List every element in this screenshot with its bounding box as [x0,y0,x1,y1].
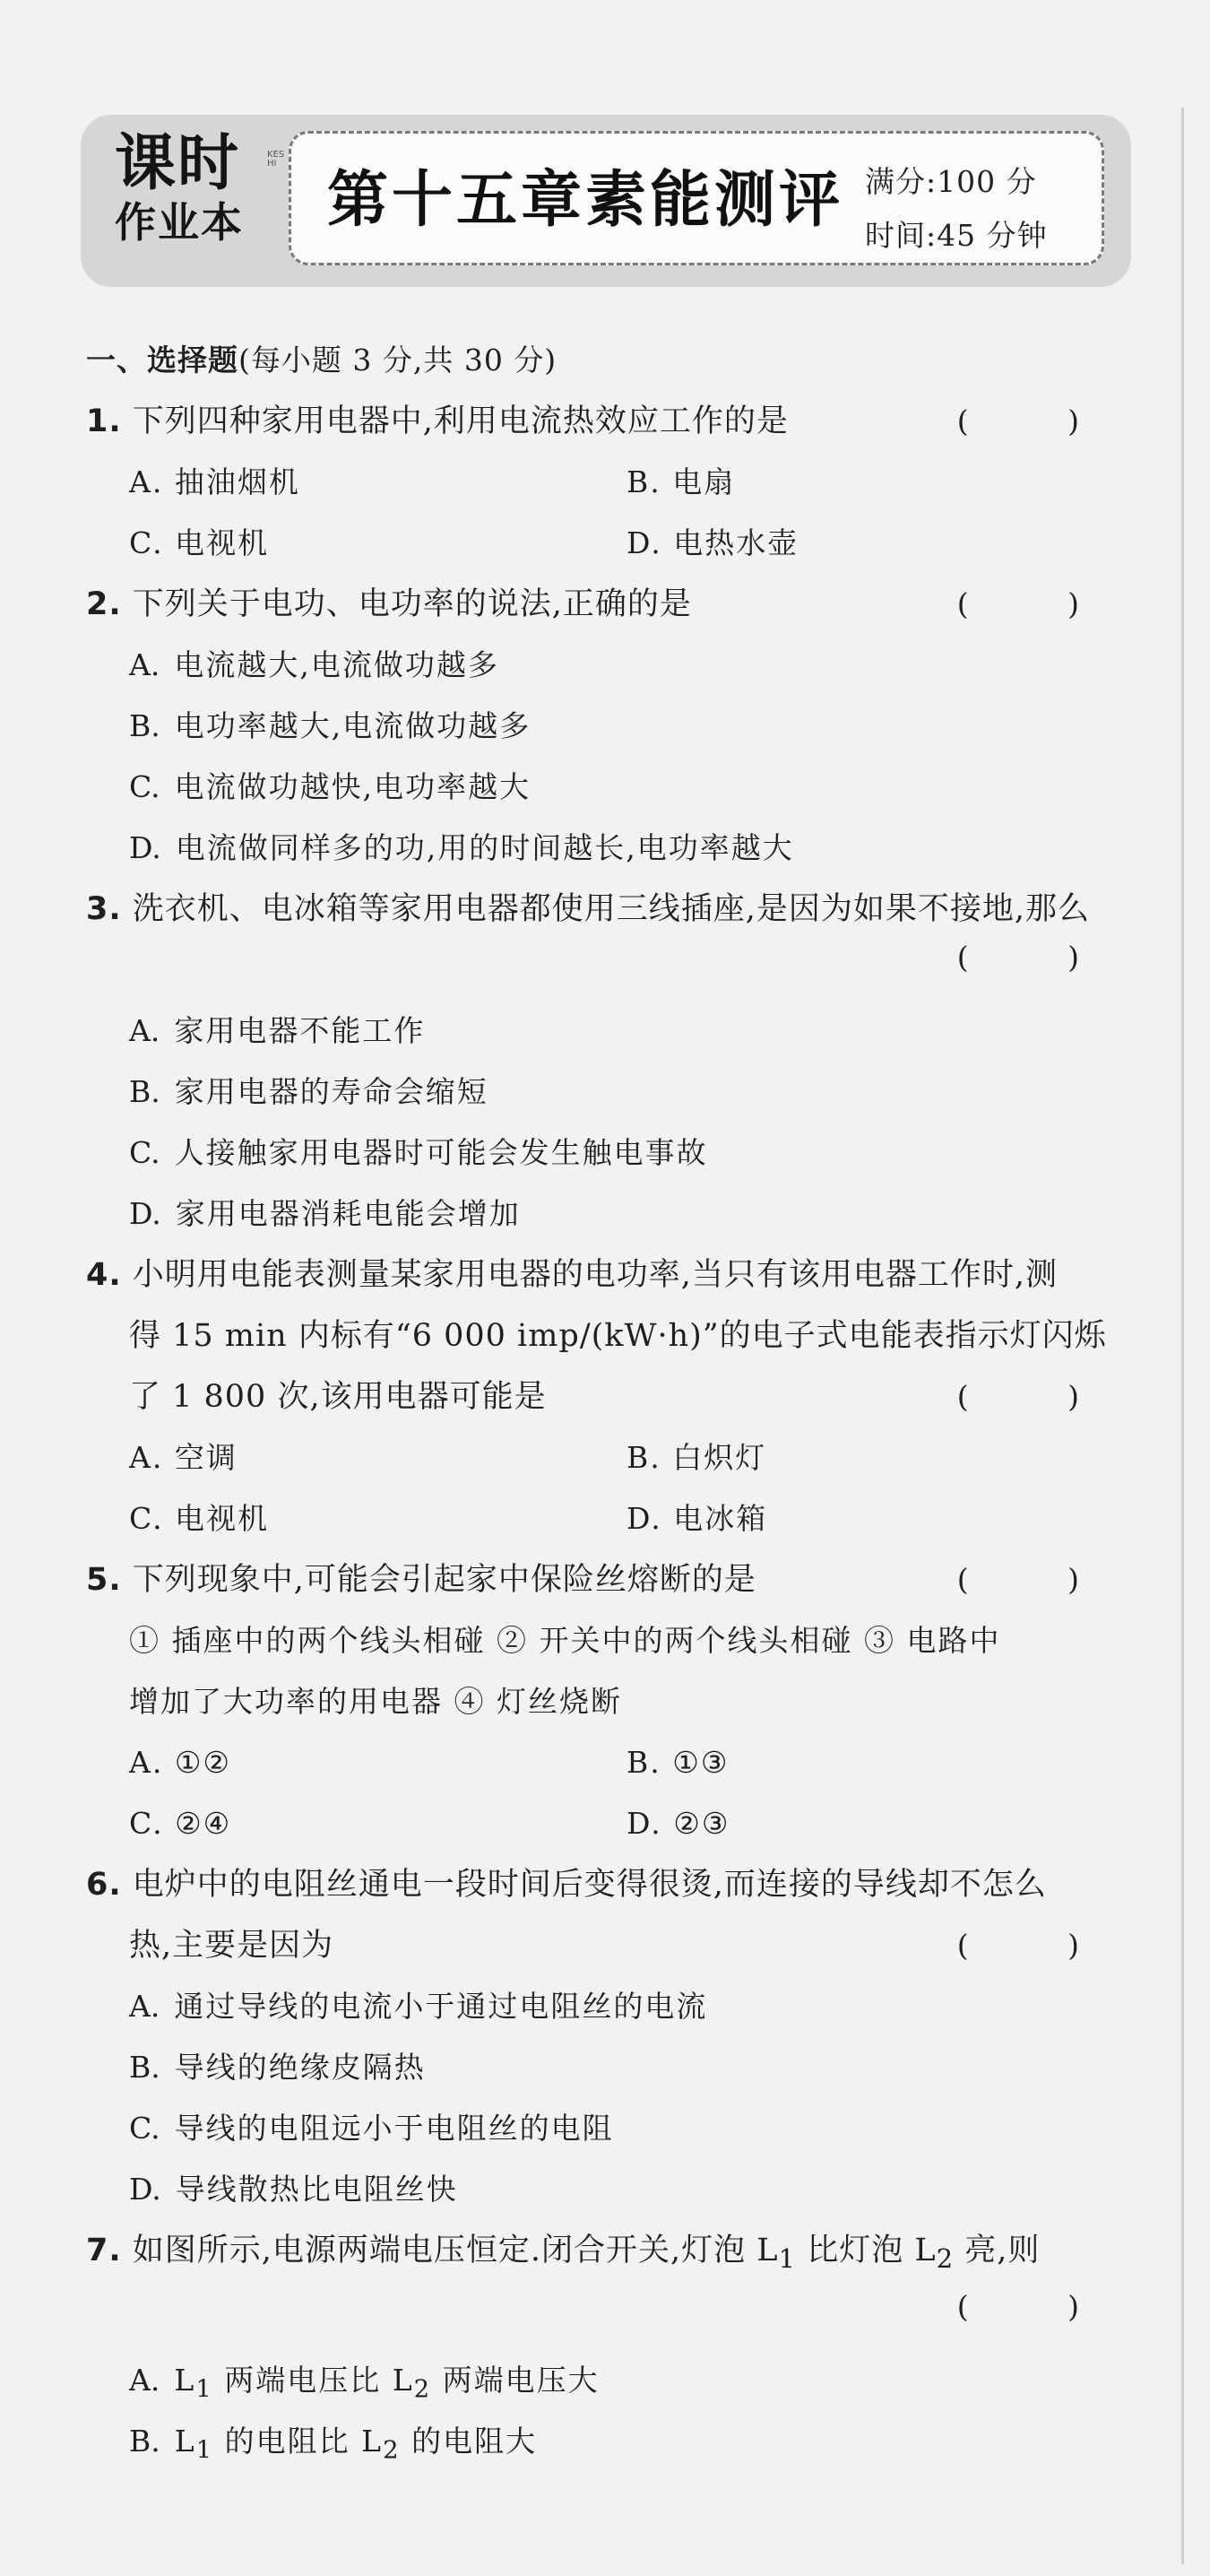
option-letter: C. [129,525,164,560]
answer-line [86,2289,1144,2350]
question-3 [86,879,1144,940]
option-a[interactable] [86,1001,1144,1062]
question-5 [86,1549,1144,1610]
option-letter: D. [627,525,662,560]
option-c[interactable] [129,1793,627,1854]
option-text: 的电阻比 L [213,2424,384,2459]
question-number: 1. [86,403,122,439]
option-text: 两端电压大 [431,2363,600,2398]
option-text: 电功率越大,电流做功越多 [174,708,532,743]
badge-line2: 作业本 [115,198,244,247]
option-letter: C. [129,769,160,804]
option-a[interactable] [86,1976,1144,2037]
question-number: 6. [86,1867,122,1903]
answer-blank[interactable]: ( ) [956,1928,1124,1963]
option-letter: D. [129,1196,161,1231]
options-row [86,452,1144,513]
option-text: 抽油烟机 [174,464,300,499]
question-number: 2. [86,586,122,622]
subscript: 2 [413,2374,432,2404]
question-stem: 下列关于电功、电功率的说法,正确的是 [132,586,692,622]
answer-line [86,940,1144,1001]
question-stem-text: 热,主要是因为 [129,1928,334,1964]
options-row [86,1732,1144,1793]
option-letter: B. [129,1074,160,1109]
option-letter: D. [129,830,161,865]
question-number: 3. [86,891,122,927]
option-b[interactable] [86,2037,1144,2098]
question-stem: 洗衣机、电冰箱等家用电器都使用三线插座,是因为如果不接地,那么 [132,891,1091,927]
option-b[interactable] [86,2411,1144,2472]
option-d[interactable] [86,2159,1144,2220]
question-1 [86,391,1144,452]
option-letter: A. [129,647,160,682]
subscript: 2 [383,2435,401,2465]
option-text: 两端电压比 L [212,2363,414,2398]
option-letter: B. [129,2050,160,2085]
options-row [86,1488,1144,1549]
option-letter: A. [129,464,164,499]
option-letter: B. [627,1440,661,1475]
statement-list-line: 增加了大功率的用电器 ④ 灯丝烧断 [129,1684,622,1719]
section-note: (每小题 3 分,共 30 分) [238,343,557,377]
option-letter: B. [627,1745,661,1780]
question-stem: 电炉中的电阻丝通电一段时间后变得很烫,而连接的导线却不怎么 [132,1867,1047,1903]
stem-text: 亮,则 [954,2233,1041,2268]
stem-text: 如图所示,电源两端电压恒定.闭合开关,灯泡 L [132,2233,779,2268]
option-b[interactable] [86,1062,1144,1123]
answer-blank[interactable]: ( ) [956,2289,1124,2324]
subscript: 1 [195,2435,214,2465]
question-stem-line-3 [86,1366,1144,1427]
option-letter: B. [627,464,661,499]
question-list [86,330,1144,2472]
option-text: 家用电器消耗电能会增加 [175,1196,521,1231]
question-stem [132,2233,1041,2274]
full-score: 满分:100 分 [865,164,1037,199]
section-heading [86,330,1144,391]
exam-meta [865,155,1048,263]
header-banner [81,115,1131,287]
statement-list-line: ① 插座中的两个线头相碰 ② 开关中的两个线头相碰 ③ 电路中 [129,1623,1001,1658]
subscript: 1 [778,2243,797,2274]
question-6 [86,1854,1144,1915]
answer-blank[interactable]: ( ) [956,1379,1124,1414]
question-number: 5. [86,1562,122,1598]
question-number: 7. [86,2233,122,2268]
option-a[interactable] [129,452,627,513]
option-text: 电视机 [175,525,270,560]
option-b[interactable] [86,696,1144,757]
option-c[interactable] [86,757,1144,818]
time-limit: 时间:45 分钟 [865,218,1048,253]
option-d[interactable] [627,513,1124,574]
option-text: 电冰箱 [673,1501,768,1536]
option-d[interactable] [627,1488,1124,1549]
option-text: 导线的绝缘皮隔热 [174,2050,426,2085]
page-edge-line [1181,108,1184,2564]
answer-blank[interactable]: ( ) [956,586,1124,621]
options-row [86,1427,1144,1488]
option-text: 电流做功越快,电功率越大 [174,769,532,804]
option-text: 导线的电阻远小于电阻丝的电阻 [174,2111,614,2146]
option-letter: A. [129,1745,164,1780]
stem-text: 比灯泡 L [796,2233,937,2268]
option-text: 家用电器不能工作 [174,1013,426,1048]
question-stem: 下列现象中,可能会引起家中保险丝熔断的是 [132,1562,756,1598]
subscript: 2 [936,2243,955,2274]
options-row [86,1793,1144,1854]
question-stem-line: 得 15 min 内标有“6 000 imp/(kW·h)”的电子式电能表指示灯闪烁 [129,1318,1107,1354]
option-d[interactable] [86,818,1144,879]
option-text: ②④ [175,1806,232,1841]
option-text: 的电阻大 [400,2424,538,2459]
answer-blank[interactable]: ( ) [956,940,1124,975]
option-a[interactable] [129,1732,627,1793]
option-letter: A. [129,1989,160,2024]
option-a[interactable] [86,2350,1144,2411]
option-letter: B. [129,708,160,743]
answer-blank[interactable]: ( ) [956,403,1124,438]
option-text: 空调 [174,1440,238,1475]
option-a[interactable] [129,1427,627,1488]
option-c[interactable] [129,1488,627,1549]
option-text: 电视机 [175,1501,270,1536]
option-text: L [174,2424,196,2459]
page-title: 第十五章素能测评 [327,164,844,236]
option-text: 家用电器的寿命会缩短 [174,1074,488,1109]
option-letter: C. [129,1806,164,1841]
option-d[interactable] [627,1793,1124,1854]
question-number: 4. [86,1257,122,1293]
title-box [289,131,1104,265]
question-4 [86,1245,1144,1305]
option-letter: C. [129,1501,164,1536]
question-stem-text: 了 1 800 次,该用电器可能是 [129,1379,547,1415]
option-d[interactable] [86,1184,1144,1245]
question-stem-line-2 [86,1915,1144,1976]
question-7 [86,2220,1144,2289]
option-b[interactable] [627,1427,1124,1488]
answer-blank[interactable]: ( ) [956,1562,1124,1597]
option-text: 电流越大,电流做功越多 [174,647,499,682]
option-text: 导线散热比电阻丝快 [175,2172,458,2207]
option-letter: A. [129,1440,164,1475]
section-title: 一、选择题 [86,343,238,377]
option-text: 白炽灯 [672,1440,767,1475]
option-letter: C. [129,2111,160,2146]
badge-line1: 课时 [115,128,241,199]
option-letter: D. [129,2172,161,2207]
option-b[interactable] [627,1732,1124,1793]
option-letter: A. [129,1013,160,1048]
option-text: 电热水壶 [673,525,799,560]
subscript: 1 [195,2374,213,2404]
option-c[interactable] [86,2098,1144,2159]
option-text: ①③ [672,1745,730,1780]
option-text: ②③ [673,1806,730,1841]
option-c[interactable] [86,1123,1144,1184]
option-letter: D. [627,1806,662,1841]
options-row [86,513,1144,574]
option-a[interactable] [86,635,1144,696]
option-c[interactable] [129,513,627,574]
option-text: L [174,2363,196,2398]
question-stem: 小明用电能表测量某家用电器的电功率,当只有该用电器工作时,测 [132,1257,1059,1293]
option-letter: C. [129,1135,160,1170]
option-b[interactable] [627,452,1124,513]
option-letter: B. [129,2424,160,2459]
option-text: 电流做同样多的功,用的时间越长,电功率越大 [175,830,794,865]
option-letter: A. [129,2363,160,2398]
option-letter: D. [627,1501,662,1536]
option-text: 人接触家用电器时可能会发生触电事故 [174,1135,708,1170]
badge-tiny: KESHI [267,150,285,169]
question-stem: 下列四种家用电器中,利用电流热效应工作的是 [132,403,789,439]
option-text: 电扇 [672,464,736,499]
option-text: ①② [174,1745,231,1780]
option-text: 通过导线的电流小于通过电阻丝的电流 [174,1989,708,2024]
question-2 [86,574,1144,635]
